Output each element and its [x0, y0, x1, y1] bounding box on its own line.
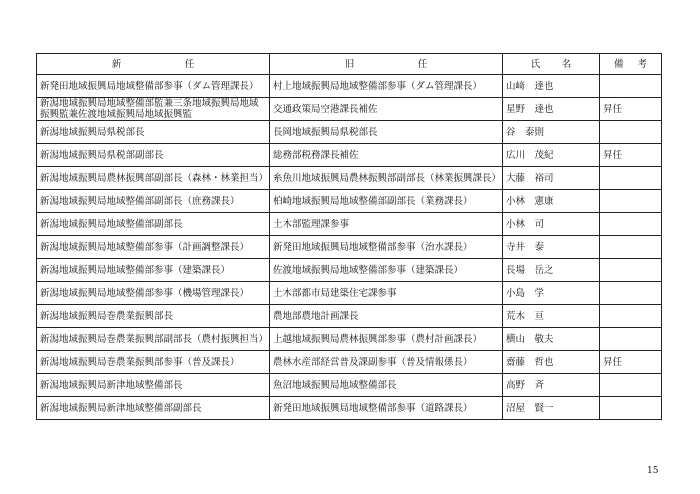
new-position-cell: 新潟地域振興局新津地域整備部副部長 — [37, 397, 270, 420]
old-position-cell: 柏崎地域振興局地域整備部副部長（業務課長） — [270, 190, 503, 213]
note-cell — [600, 213, 662, 236]
note-cell — [600, 397, 662, 420]
new-position-cell: 新潟地域振興局新津地域整備部長 — [37, 374, 270, 397]
note-cell: 昇任 — [600, 351, 662, 374]
header-note: 備 考 — [600, 54, 662, 75]
note-cell — [600, 236, 662, 259]
person-name-cell: 小林 司 — [503, 213, 600, 236]
person-name-cell: 横山 敬夫 — [503, 328, 600, 351]
new-position-cell: 新潟地域振興局農林振興部副部長（森林・林業担当） — [37, 167, 270, 190]
person-name-cell: 荒木 亘 — [503, 305, 600, 328]
table-row — [37, 236, 662, 259]
old-position-cell: 新発田地域振興局地域整備部参事（道路課長） — [270, 397, 503, 420]
old-position-cell: 土木部監理課参事 — [270, 213, 503, 236]
new-position-cell: 新潟地域振興局巻農業振興部副部長（農村振興担当） — [37, 328, 270, 351]
person-name-cell: 谷 泰則 — [503, 121, 600, 144]
old-position-cell: 長岡地域振興局県税部長 — [270, 121, 503, 144]
person-name-cell: 長場 岳之 — [503, 259, 600, 282]
person-name-cell: 広川 茂紀 — [503, 144, 600, 167]
note-cell — [600, 121, 662, 144]
new-position-cell: 新潟地域振興局地域整備部副部長 — [37, 213, 270, 236]
note-cell — [600, 259, 662, 282]
note-cell — [600, 190, 662, 213]
table-row — [37, 144, 662, 167]
new-position-cell: 新発田地域振興局地域整備部参事（ダム管理課長） — [37, 75, 270, 98]
person-name-cell: 星野 達也 — [503, 98, 600, 121]
person-name-cell: 沼屋 賢一 — [503, 397, 600, 420]
table-row — [37, 282, 662, 305]
new-position-cell: 新潟地域振興局地域整備部監兼三条地域振興局地域振興監兼佐渡地域振興局地域振興監 — [37, 98, 270, 121]
table-row — [37, 213, 662, 236]
table-row — [37, 374, 662, 397]
person-name-cell: 寺井 泰 — [503, 236, 600, 259]
new-position-cell: 新潟地域振興局地域整備部副部長（庶務課長） — [37, 190, 270, 213]
table-row — [37, 75, 662, 98]
table-row — [37, 121, 662, 144]
table-row — [37, 397, 662, 420]
old-position-cell: 総務部税務課長補佐 — [270, 144, 503, 167]
table-row — [37, 328, 662, 351]
note-cell — [600, 167, 662, 190]
old-position-cell: 魚沼地域振興局地域整備部長 — [270, 374, 503, 397]
note-cell: 昇任 — [600, 98, 662, 121]
header-new-position: 新 任 — [37, 54, 270, 75]
table-row — [37, 190, 662, 213]
table-row — [37, 98, 662, 121]
new-position-cell: 新潟地域振興局巻農業振興部長 — [37, 305, 270, 328]
old-position-cell: 交通政策局空港課長補佐 — [270, 98, 503, 121]
person-name-cell: 齋藤 哲也 — [503, 351, 600, 374]
old-position-cell: 農林水産部経営普及課副参事（普及情報係長） — [270, 351, 503, 374]
person-name-cell: 山﨑 達也 — [503, 75, 600, 98]
new-position-cell: 新潟地域振興局県税部長 — [37, 121, 270, 144]
person-name-cell: 小林 憲康 — [503, 190, 600, 213]
new-position-cell: 新潟地域振興局巻農業振興部参事（普及課長） — [37, 351, 270, 374]
page-number: 15 — [647, 466, 659, 476]
note-cell: 昇任 — [600, 144, 662, 167]
note-cell — [600, 75, 662, 98]
note-cell — [600, 328, 662, 351]
new-position-cell: 新潟地域振興局地域整備部参事（機場管理課長） — [37, 282, 270, 305]
table-row — [37, 259, 662, 282]
old-position-cell: 農地部農地計画課長 — [270, 305, 503, 328]
old-position-cell: 佐渡地域振興局地域整備部参事（建築課長） — [270, 259, 503, 282]
note-cell — [600, 305, 662, 328]
old-position-cell: 新発田地域振興局地域整備部参事（治水課長） — [270, 236, 503, 259]
header-row — [37, 54, 662, 75]
person-name-cell: 大藤 裕司 — [503, 167, 600, 190]
old-position-cell: 上越地域振興局農林振興部参事（農村計画課長） — [270, 328, 503, 351]
person-name-cell: 小島 学 — [503, 282, 600, 305]
new-position-cell: 新潟地域振興局県税部副部長 — [37, 144, 270, 167]
note-cell — [600, 282, 662, 305]
note-cell — [600, 374, 662, 397]
old-position-cell: 村上地域振興局地域整備部参事（ダム管理課長） — [270, 75, 503, 98]
personnel-table — [36, 53, 662, 420]
header-old-position: 旧 任 — [270, 54, 503, 75]
new-position-cell: 新潟地域振興局地域整備部参事（計画調整課長） — [37, 236, 270, 259]
table-row — [37, 167, 662, 190]
table-row — [37, 305, 662, 328]
table-row — [37, 351, 662, 374]
old-position-cell: 糸魚川地域振興局農林振興部副部長（林業振興課長） — [270, 167, 503, 190]
header-name: 氏 名 — [503, 54, 600, 75]
new-position-cell: 新潟地域振興局地域整備部参事（建築課長） — [37, 259, 270, 282]
person-name-cell: 高野 斉 — [503, 374, 600, 397]
old-position-cell: 土木部都市局建築住宅課参事 — [270, 282, 503, 305]
